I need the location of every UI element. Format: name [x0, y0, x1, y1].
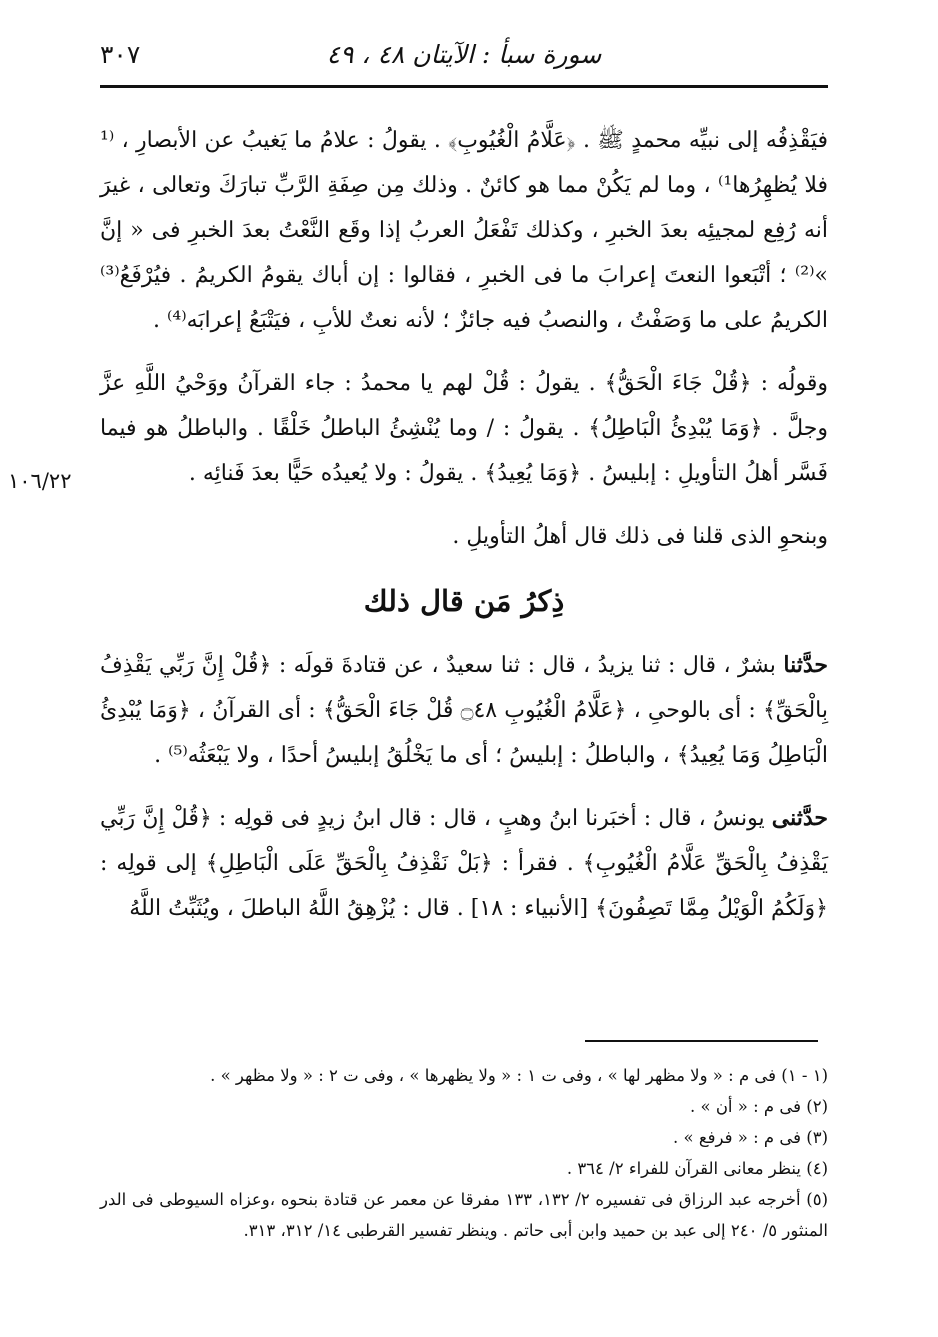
footnote-4: (٤) ينظر معانى القرآن للفراء ٢/ ٣٦٤ . — [566, 1159, 828, 1178]
footnotes — [100, 1060, 828, 1246]
footnote-2: (٢) فى م : « أن » . — [689, 1097, 828, 1116]
footnote-1: (١ - ١) فى م : « ولا مظهر لها » ، وفى ت ١ : « ولا يظهرها » ، وفى ت ٢ : « ولا مظهر » . — [210, 1066, 828, 1085]
footnote-rule — [585, 1040, 818, 1042]
paragraph-1: فيَقْذِفُه إلى نبيِّه محمدٍ ﷺ . ﴿عَلَّامُ الْغُيُوبِ﴾ . يقولُ : علامُ ما يَغيبُ عن الأبصارِ ، ⁽¹ فلا يُظهِرُها¹⁾ ، وما لم يَكُنْ مما هو كائنٌ . وذلك مِن صِفَةِ الرَّبِّ تبارَكَ وتعالى ، غيرَ أنه رُفِع لمجيئِه بعدَ الخبرِ ، وكذلك تَفْعَلُ العربُ إذا وقَع النَّعْتُ بعدَ الخبرِ فى « إنَّ »⁽²⁾ ؛ أتْبَعوا النعتَ إعرابَ ما فى الخبرِ ، فقالوا : إن أباك يقومُ الكريمُ . فيُرْفَعُ⁽³⁾ الكريمُ على ما وَصَفْتُ ، والنصبُ فيه جائزٌ ؛ لأنه نعتٌ للأبِ ، فيَتْبَعُ إعرابَه⁽⁴⁾ . — [100, 128, 828, 333]
footnote-3: (٣) فى م : « فرفع » . — [673, 1128, 828, 1147]
page-header — [100, 38, 828, 88]
paragraph-3: وبنحوِ الذى قلنا فى ذلك قال أهلُ التأويلِ . — [452, 524, 828, 549]
paragraph-2: وقولُه : ﴿قُلْ جَاءَ الْحَقُّ﴾ . يقولُ : قُلْ لهم يا محمدُ : جاء القرآنُ ووَحْيُ اللَّهِ عزَّ وجلَّ . ﴿وَمَا يُبْدِئُ الْبَاطِلُ﴾ . يقولُ : / وما يُنْشِئُ الباطلُ خَلْقًا . والباطلُ هو فيما فَسَّر أهلُ التأويلِ : إبليسُ . ﴿وَمَا يُعِيدُ﴾ . يقولُ : ولا يُعيدُه حَيًّا بعدَ فَنائِه . — [100, 371, 828, 486]
running-title: سورة سبأ : الآيتان ٤٨ ، ٤٩ — [326, 40, 602, 69]
narration-lead-5: حدَّثنى — [771, 805, 828, 831]
paragraph-5-text: يونسُ ، قال : أخبَرنا ابنُ وهبٍ ، قال : قال ابنُ زيدٍ فى قولِه : ﴿قُلْ إِنَّ رَبِّي يَقْذِفُ بِالْحَقِّ عَلَّامُ الْغُيُوبِ﴾ . فقرأ : ﴿بَلْ نَقْذِفُ بِالْحَقِّ عَلَى الْبَاطِلِ﴾ إلى قولِه : ﴿وَلَكُمُ الْوَيْلُ مِمَّا تَصِفُونَ﴾ [الأنبياء : ١٨] . قال : يُزْهِقُ اللَّهُ الباطلَ ، ويُثَبِّتُ اللَّهُ — [100, 806, 828, 921]
page-number: ٣٠٧ — [100, 40, 141, 69]
footnote-5: (٥) أخرجه عبد الرزاق فى تفسيره ٢/ ١٣٢، ١٣٣ مفرقا عن معمر عن قتادة بنحوه ،وعزاه السيوطى فى الدر المنثور ٥/ ٢٤٠ إلى عبد بن حميد وابن أبى حاتم . وينظر تفسير القرطبى ١٤/ ٣١٢، ٣١٣. — [100, 1190, 828, 1240]
section-title: ذِكرُ مَن قال ذلك — [363, 584, 565, 618]
header-rule — [100, 85, 828, 88]
paragraph-5 — [100, 796, 828, 931]
margin-reference: ١٠٦/٢٢ — [8, 469, 72, 493]
paragraph-4-text: بشرٌ ، قال : ثنا يزيدُ ، قال : ثنا سعيدٌ ، عن قتادةَ قولَه : ﴿قُلْ إِنَّ رَبِّي يَقْذِفُ بِالْحَقِّ﴾ : أى بالوحىِ ، ﴿عَلَّامُ الْغُيُوبِ ۝٤٨ قُلْ جَاءَ الْحَقُّ﴾ : أى القرآنُ ، ﴿وَمَا يُبْدِئُ الْبَاطِلُ وَمَا يُعِيدُ﴾ ، والباطلُ : إبليسُ ؛ أى ما يَخْلُقُ إبليسُ أحدًا ، ولا يَبْعَثُه⁽⁵⁾ . — [100, 653, 829, 768]
narration-lead-4: حدَّثنا — [783, 652, 828, 678]
main-text — [100, 118, 828, 949]
paragraph-4 — [100, 643, 828, 778]
